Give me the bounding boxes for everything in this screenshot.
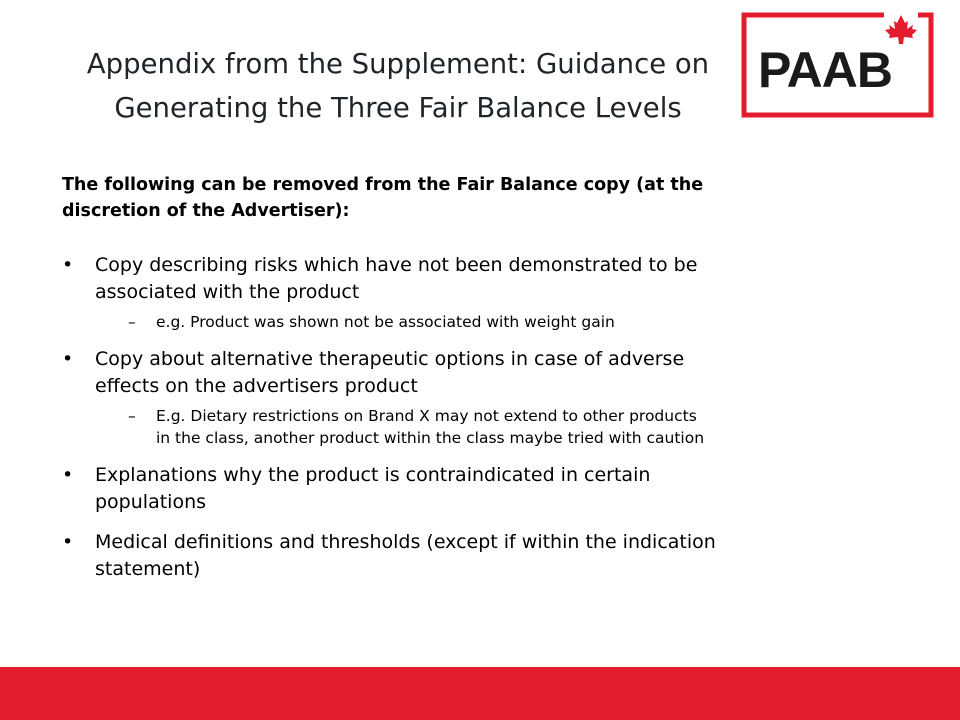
bullet-list — [62, 252, 922, 583]
bullet-marker: • — [62, 254, 74, 276]
bullet-item-2 — [62, 346, 922, 449]
bullet-text: Medical definitions and thresholds (except if within the indication statement) — [95, 531, 716, 580]
bullet-marker: • — [62, 464, 74, 486]
slide-title-line-1: Appendix from the Supplement: Guidance on — [86, 48, 710, 80]
bullet-item-1 — [62, 252, 922, 333]
paab-logo — [740, 12, 936, 118]
bullet-text: Copy describing risks which have not been demonstrated to be associated with the product — [95, 254, 698, 303]
logo-wordmark: PAAB — [758, 42, 892, 98]
slide-body — [62, 172, 922, 583]
bullet-item-3 — [62, 462, 922, 516]
intro-paragraph: The following can be removed from the Fair Balance copy (at the discretion of the Advertiser): — [62, 175, 704, 221]
bullet-item-4 — [62, 529, 922, 583]
footer-band — [0, 667, 960, 720]
slide-title-line-2: Generating the Three Fair Balance Levels — [114, 92, 682, 124]
bullet-marker: • — [62, 531, 74, 553]
bullet-text: Copy about alternative therapeutic options in case of adverse effects on the advertisers product — [95, 348, 685, 397]
bullet-marker: • — [62, 348, 74, 370]
bullet-text: Explanations why the product is contraindicated in certain populations — [95, 464, 651, 513]
sub-bullet-marker: – — [128, 407, 136, 425]
sub-bullet-item-1 — [95, 311, 922, 333]
sub-bullet-text: E.g. Dietary restrictions on Brand X may not extend to other products in the class, another product within the class maybe tried with caution — [156, 407, 705, 447]
sub-bullet-item-2 — [95, 405, 922, 449]
sub-bullet-text: e.g. Product was shown not be associated with weight gain — [156, 313, 615, 331]
slide-title — [38, 42, 758, 130]
sub-bullet-marker: – — [128, 313, 136, 331]
